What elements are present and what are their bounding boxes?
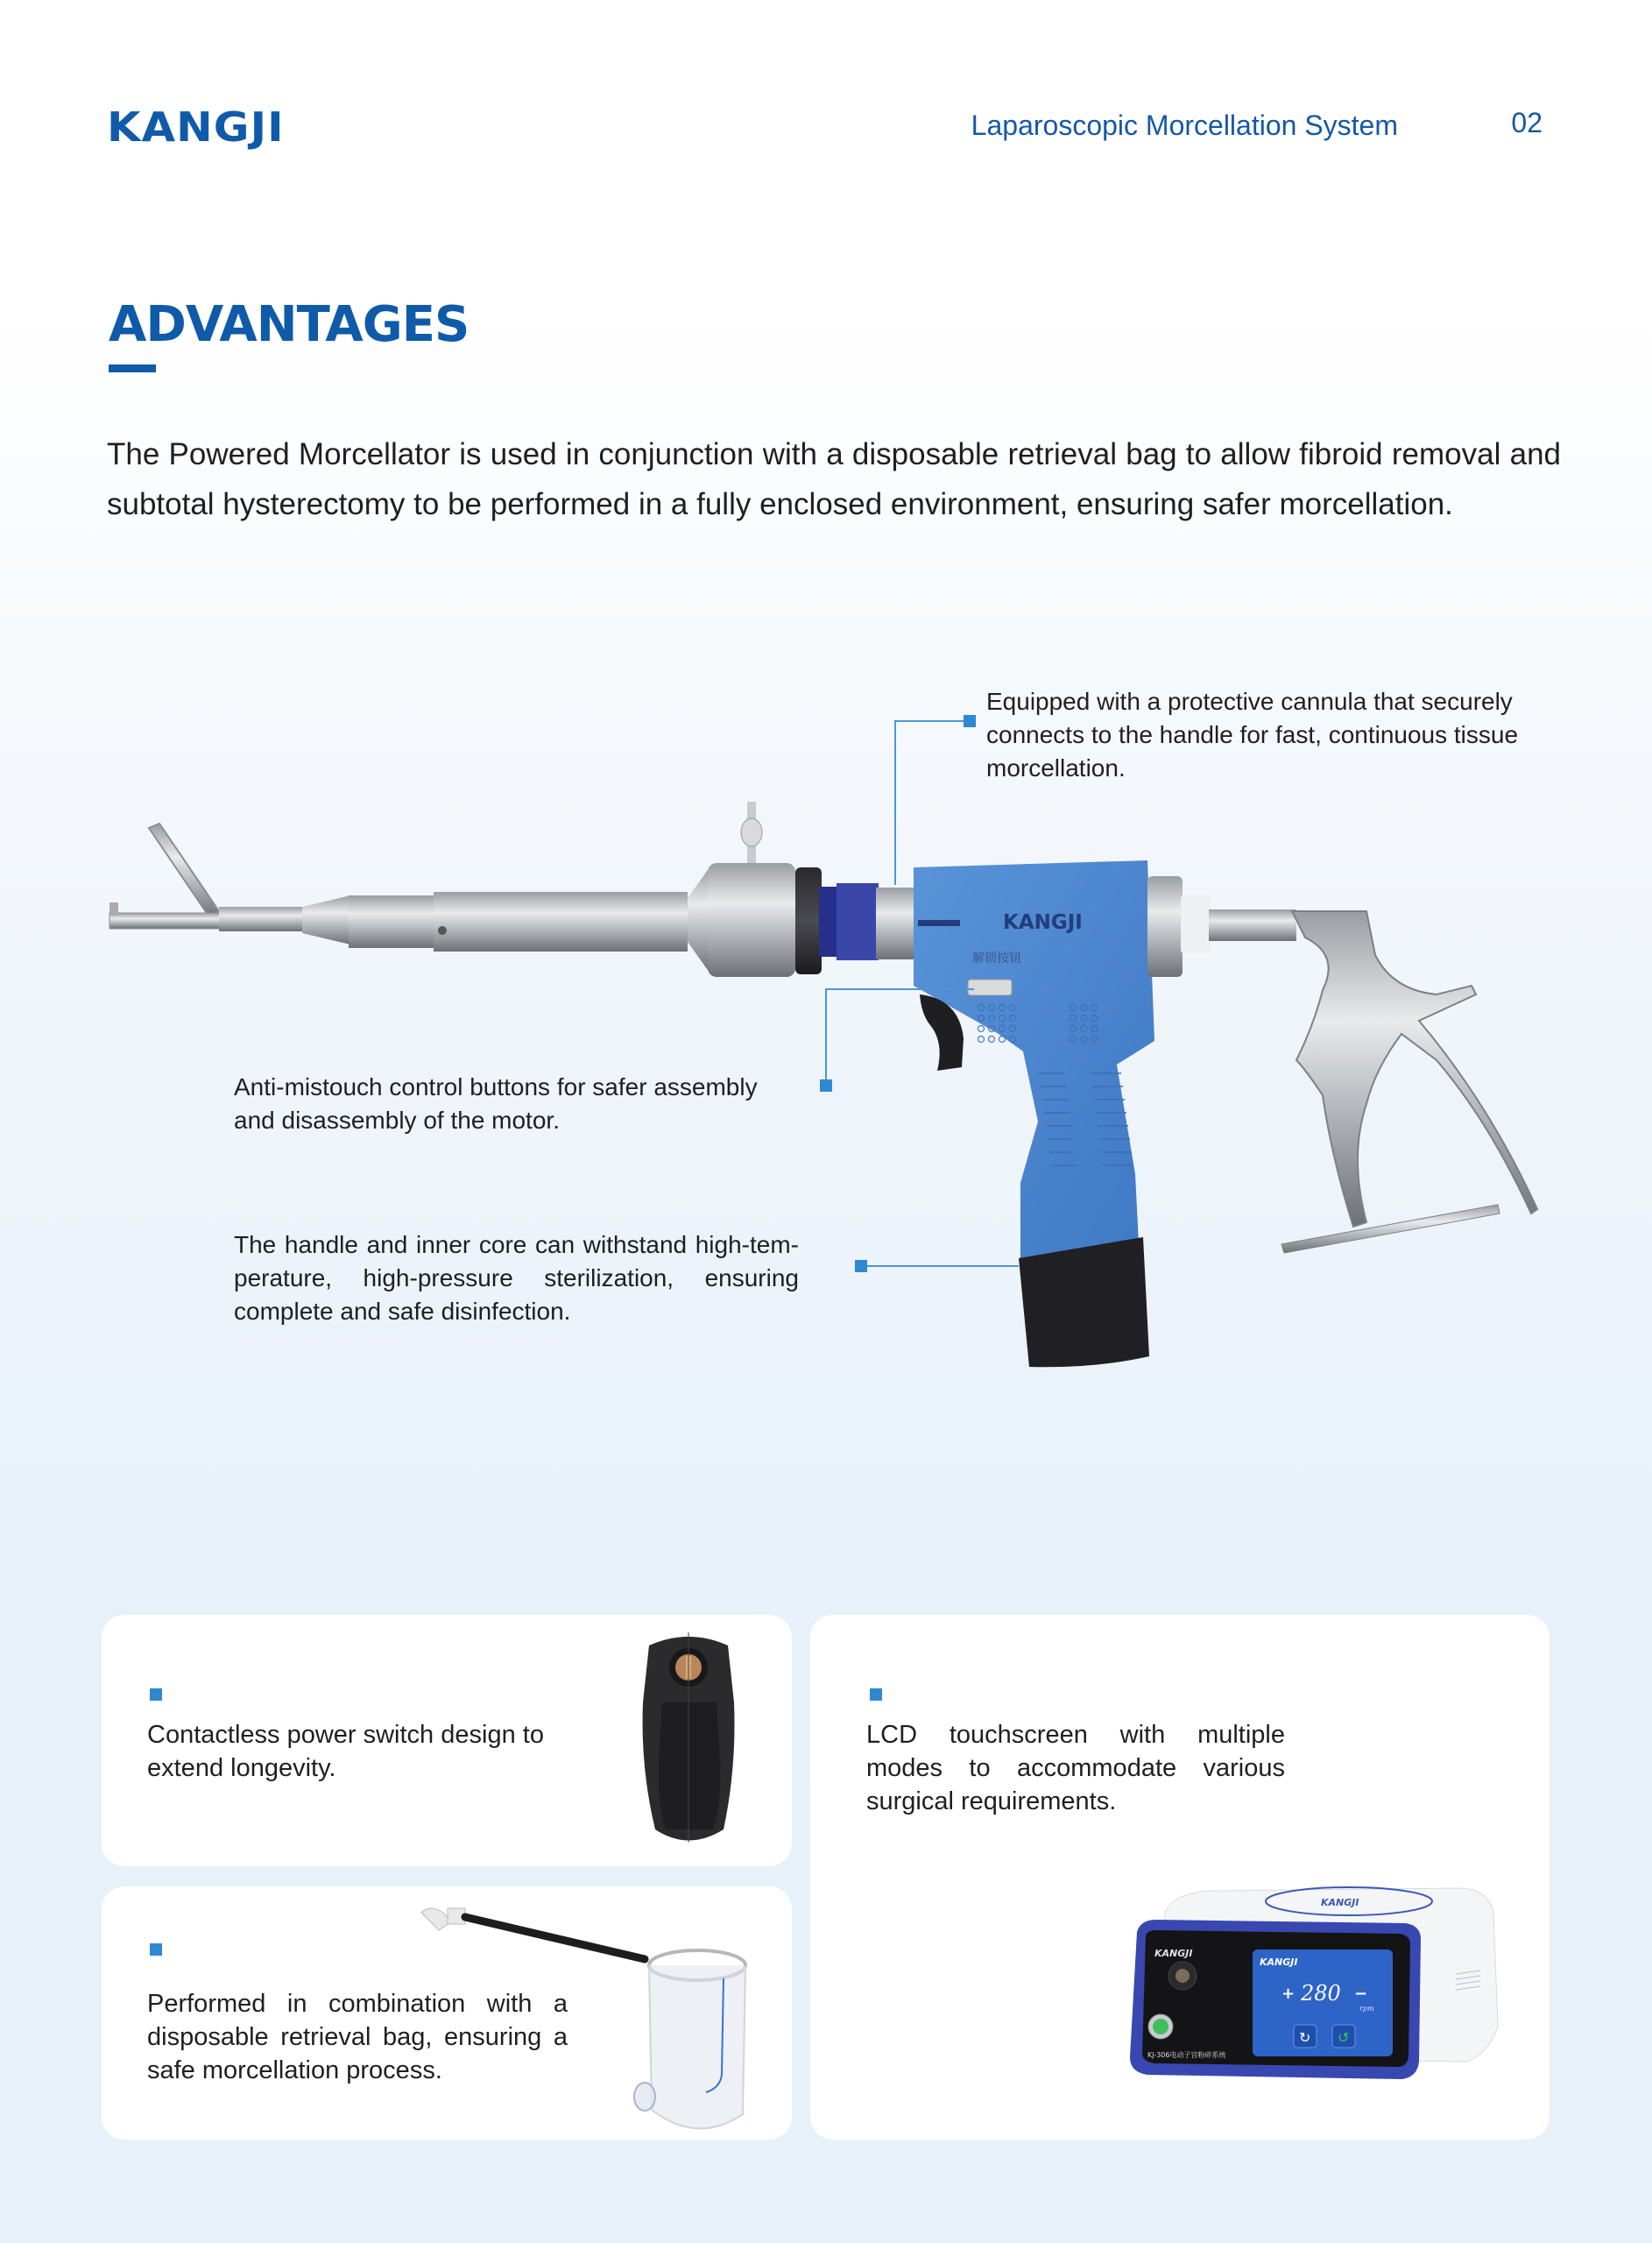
- card-marker: [150, 1688, 162, 1701]
- control-console-image: [1112, 1878, 1507, 2092]
- callout-sterilization: The handle and inner core can withstand high-tem-perature, high-pressure sterilization, ensuring complete and safe disinfection.: [234, 1231, 799, 1325]
- document-title: Laparoscopic Morcellation System: [971, 110, 1398, 141]
- callout-3-horizontal-line: [863, 1265, 1019, 1267]
- power-connector-image: [636, 1628, 741, 1847]
- callout-2-horizontal-line: [825, 988, 974, 990]
- callout-1-vertical-line: [894, 720, 896, 885]
- callout-anti-mistouch: Anti-mistouch control buttons for safer assembly and disassembly of the motor.: [234, 1073, 758, 1134]
- speed-unit: rpm: [1359, 2005, 1374, 2013]
- svg-text:↻: ↻: [1299, 2029, 1311, 2046]
- section-title: ADVANTAGES: [109, 296, 469, 353]
- feature-card-power-switch: [102, 1615, 792, 1866]
- section-underline: [109, 364, 156, 372]
- svg-text:KANGJI: KANGJI: [1154, 1948, 1193, 1959]
- svg-text:解锁按钮: 解锁按钮: [972, 952, 1021, 966]
- card-text: Performed in combination with a disposable retrieval bag, ensuring a safe morcellation process.: [147, 1990, 568, 2084]
- callout-3-marker: [855, 1260, 867, 1272]
- callout-2-marker: [820, 1079, 832, 1092]
- handle-brand-text: KANGJI: [1003, 911, 1083, 934]
- speed-value: 280: [1301, 1981, 1341, 2006]
- svg-text:KANGJI: KANGJI: [1321, 1897, 1359, 1908]
- card-text: LCD touchscreen with multiple modes to accommodate various surgical requirements.: [866, 1721, 1285, 1815]
- screen-brand: KANGJI: [1260, 1956, 1298, 1968]
- page-number: 02: [1511, 107, 1543, 138]
- svg-text:−: −: [1354, 1985, 1368, 2003]
- retrieval-bag-image: [399, 1900, 785, 2136]
- callout-2-vertical-line: [825, 988, 827, 1085]
- svg-text:↺: ↺: [1338, 2029, 1350, 2046]
- ratchet-handle: [1292, 911, 1537, 1227]
- callout-protective-cannula: Equipped with a protective cannula that securely connects to the handle for fast, continuous tissue morcellation.: [986, 688, 1519, 782]
- jaw-tip: [109, 824, 223, 929]
- svg-text:KJ-306电动子宫粉碎系统: KJ-306电动子宫粉碎系统: [1147, 2051, 1226, 2059]
- card-marker: [870, 1688, 882, 1701]
- card-text: Contactless power switch design to extend longevity.: [147, 1721, 544, 1782]
- card-marker: [150, 1943, 162, 1956]
- feature-card-lcd-touchscreen: [810, 1615, 1550, 2140]
- callout-1-marker: [964, 715, 976, 727]
- brand-logo: KANGJI: [107, 103, 285, 151]
- callout-1-horizontal-line: [894, 720, 968, 722]
- intro-paragraph: The Powered Morcellator is used in conjunction with a disposable retrieval bag to allow fibroid removal and subtotal hysterectomy to be performed in a fully enclosed environment, ensuring safer morcellation.: [107, 437, 1561, 521]
- feature-card-retrieval-bag: [102, 1886, 792, 2140]
- svg-text:+: +: [1281, 1985, 1295, 2003]
